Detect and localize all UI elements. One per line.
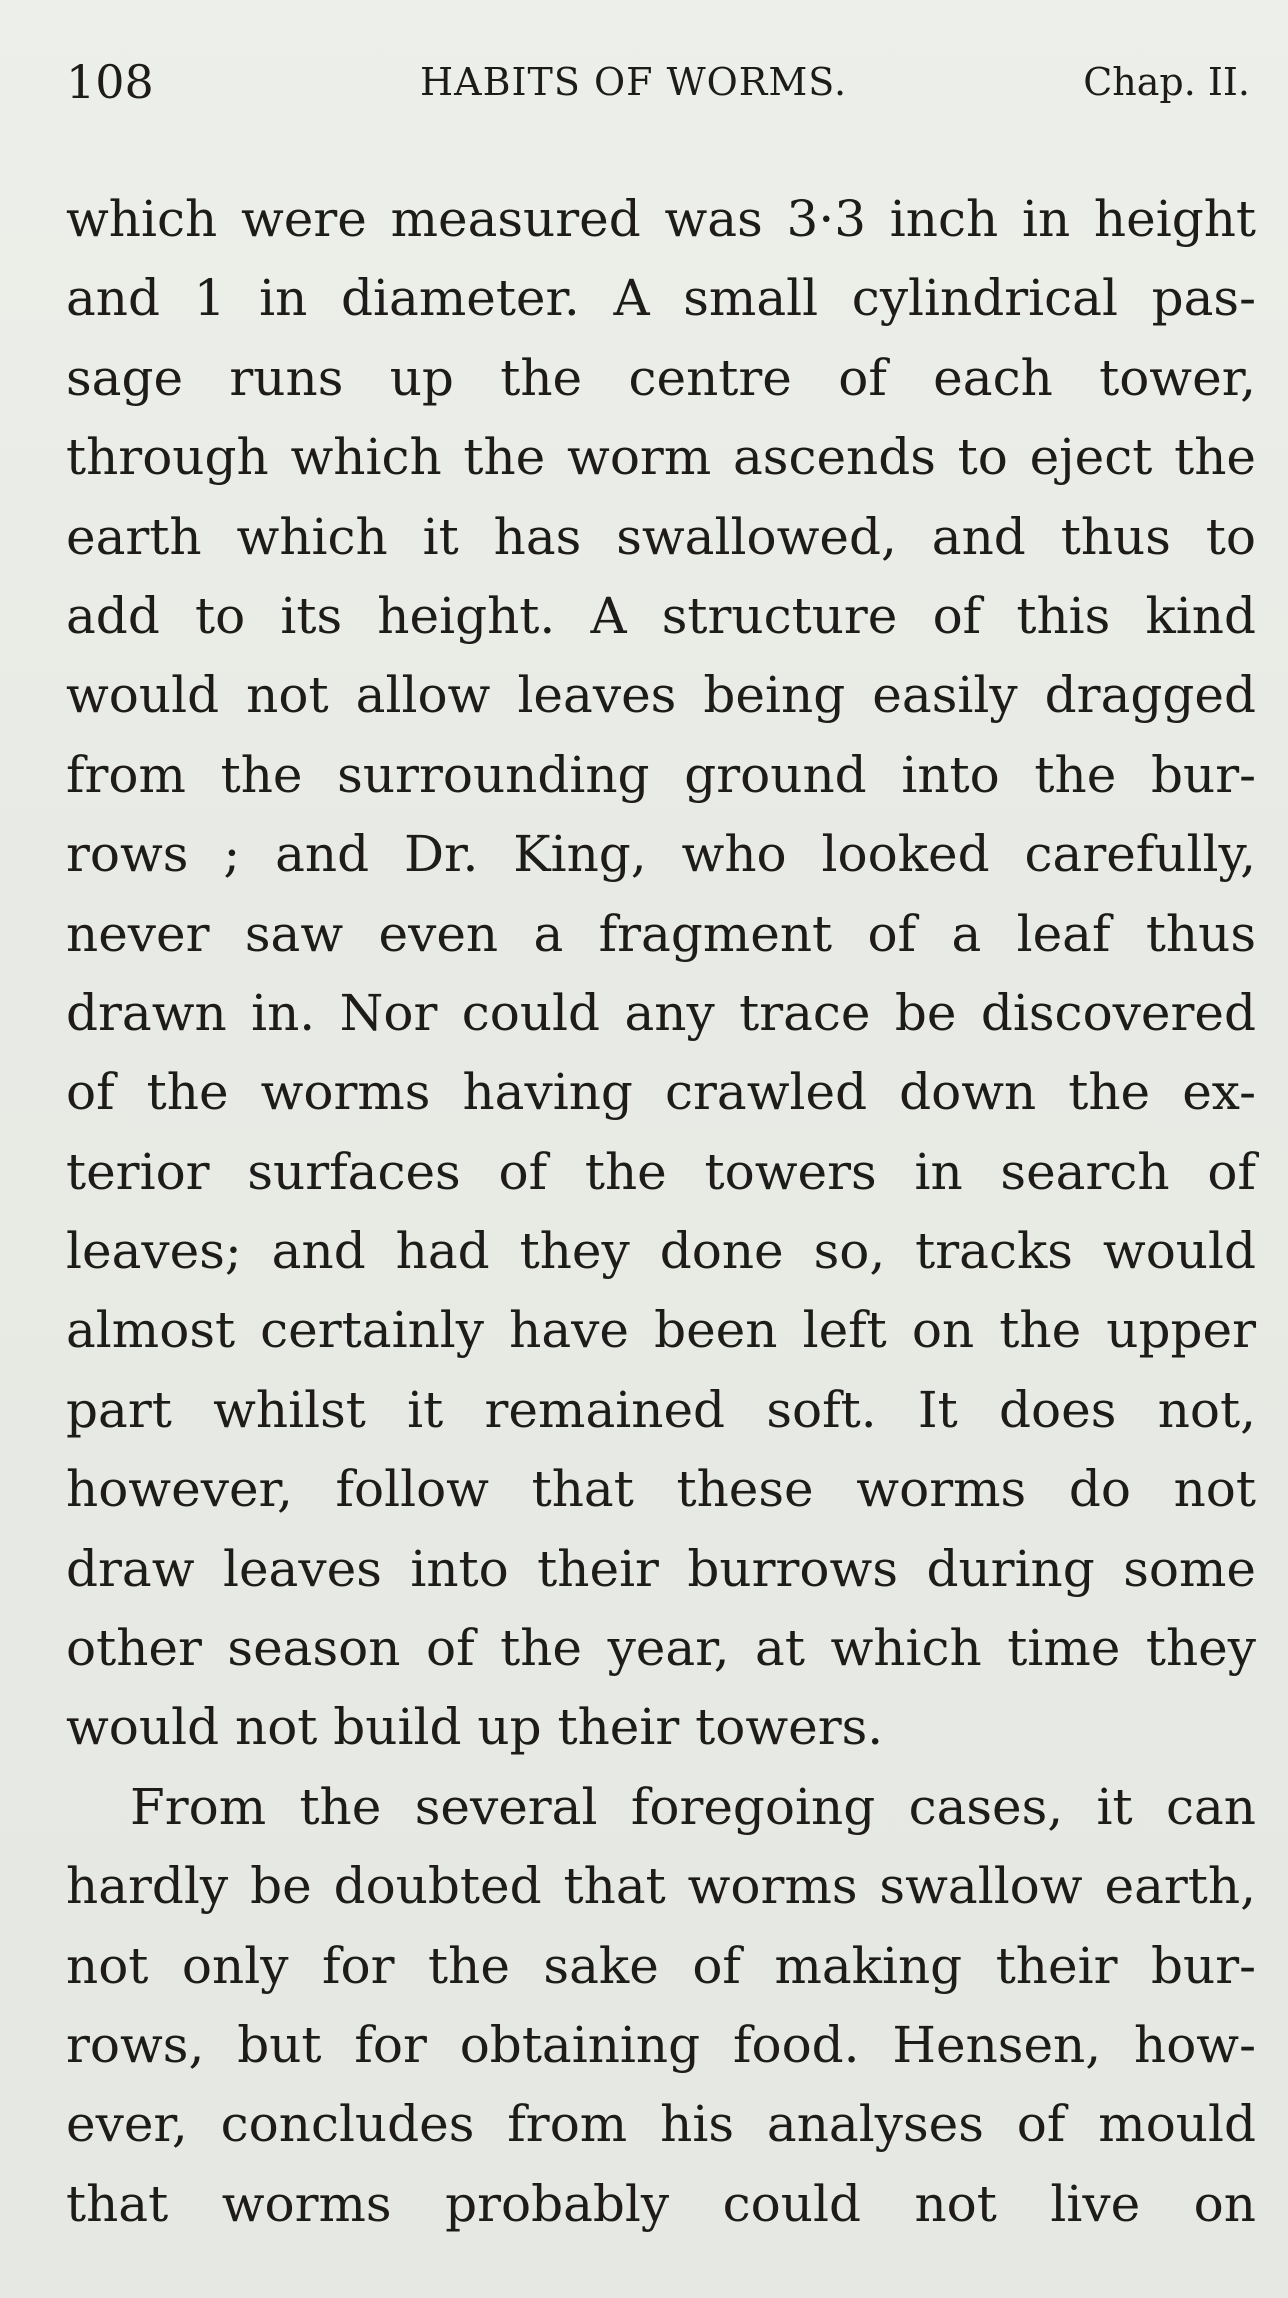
text-line: ever, concludes from his analyses of mould (66, 2095, 1256, 2154)
text-line: through which the worm ascends to eject the (66, 428, 1256, 487)
page-number: 108 (66, 55, 154, 109)
paragraph-2 (66, 1768, 1256, 2244)
text-line: From the several foregoing cases, it can (130, 1777, 1256, 1836)
text-line: rows, but for obtaining food. Hensen, how- (66, 2015, 1256, 2074)
text-line: drawn in. Nor could any trace be discovered (66, 983, 1256, 1042)
text-line: hardly be doubted that worms swallow earth, (66, 1857, 1256, 1916)
text-line: part whilst it remained soft. It does not, (66, 1380, 1256, 1439)
text-line: add to its height. A structure of this kind (66, 586, 1256, 645)
text-line: earth which it has swallowed, and thus to (66, 507, 1256, 566)
text-line: almost certainly have been left on the upper (66, 1301, 1256, 1360)
text-line: not only for the sake of making their bur- (66, 1936, 1256, 1995)
text-line: however, follow that these worms do not (66, 1460, 1256, 1519)
text-line: from the surrounding ground into the bur- (66, 745, 1256, 804)
text-line: which were measured was 3·3 inch in height (66, 190, 1256, 248)
text-line: other season of the year, at which time they (66, 1619, 1256, 1678)
paragraph-1 (66, 180, 1256, 1768)
text-line: would not allow leaves being easily dragged (66, 666, 1256, 725)
text-line: never saw even a fragment of a leaf thus (66, 904, 1256, 963)
body-text (66, 180, 1256, 2244)
text-line: leaves; and had they done so, tracks would (66, 1222, 1256, 1281)
text-line: rows ; and Dr. King, who looked carefully, (66, 825, 1256, 884)
chapter-label: Chap. II. (1083, 60, 1250, 104)
text-line: and 1 in diameter. A small cylindrical pas- (66, 269, 1256, 328)
text-line: draw leaves into their burrows during some (66, 1539, 1256, 1598)
text-line: of the worms having crawled down the ex- (66, 1063, 1256, 1122)
text-line: terior surfaces of the towers in search of (66, 1142, 1256, 1201)
running-head (66, 52, 1250, 112)
running-title: HABITS OF WORMS. (420, 60, 848, 104)
text-line: sage runs up the centre of each tower, (66, 348, 1256, 407)
text-line: would not build up their towers. (66, 1698, 884, 1757)
text-line: that worms probably could not live on (66, 2174, 1256, 2233)
